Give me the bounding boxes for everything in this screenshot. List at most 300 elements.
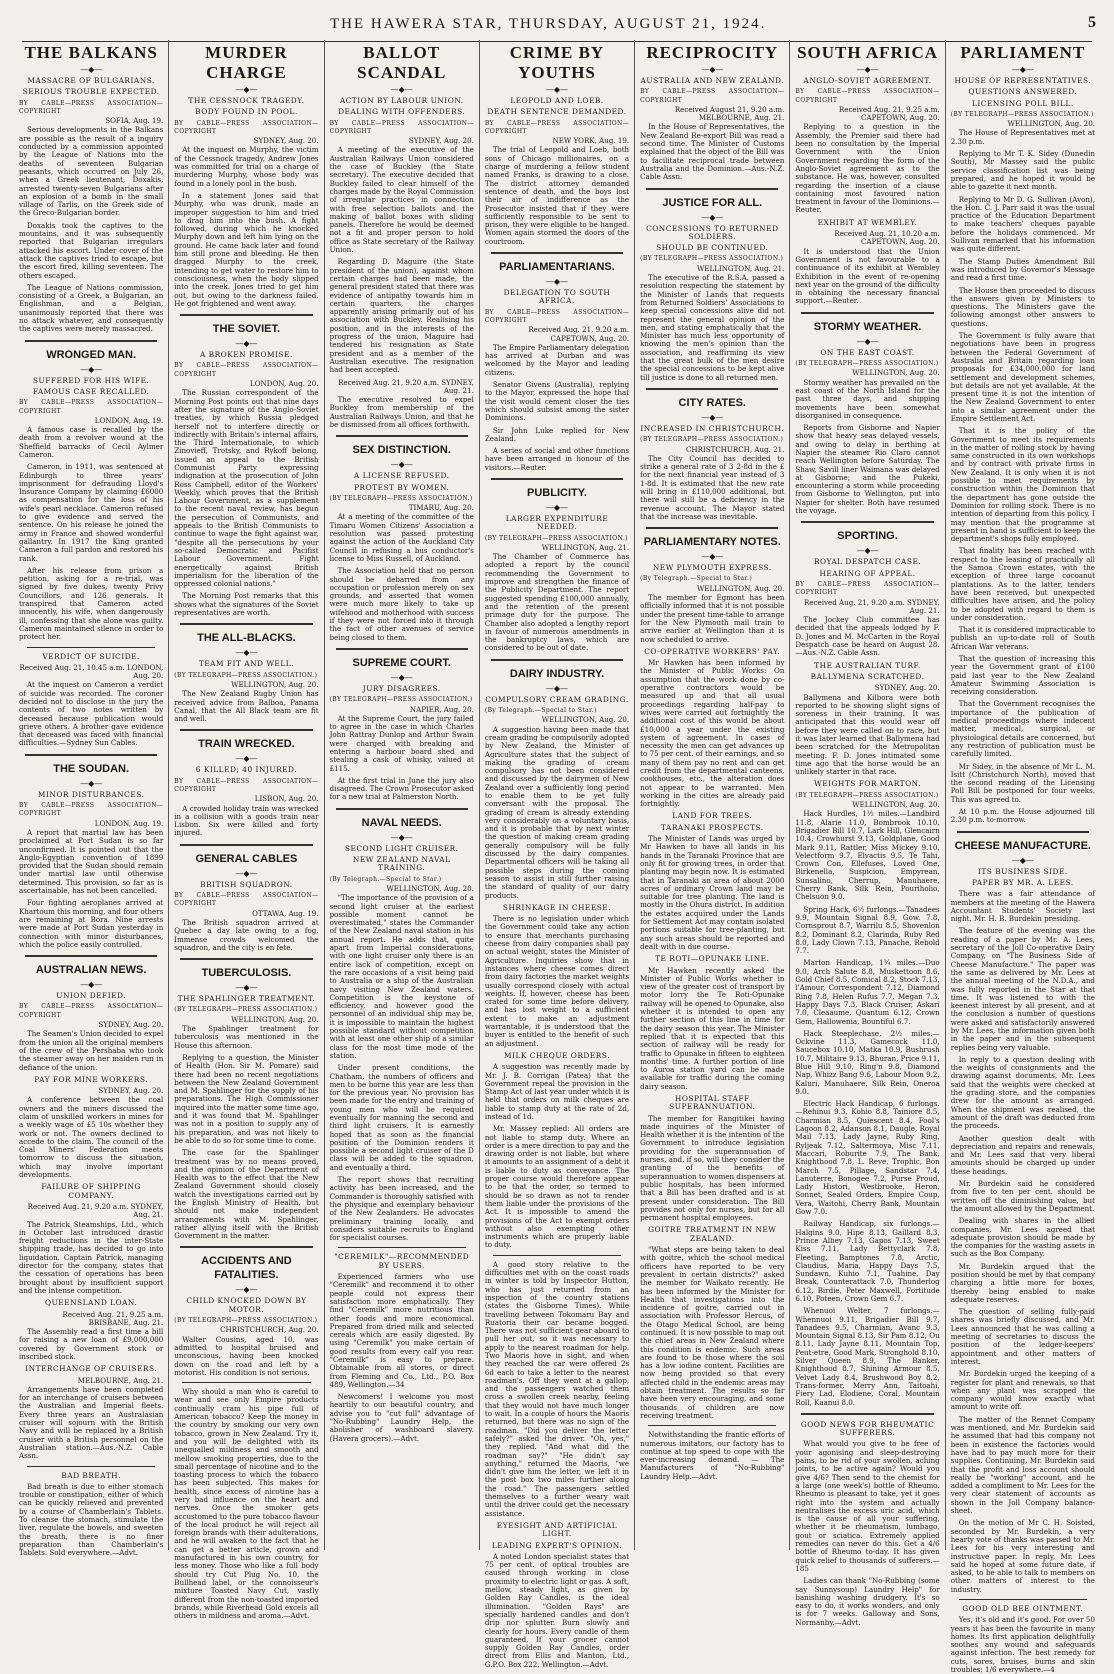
subhead: TUBERCULOSIS.	[201, 967, 292, 980]
paragraph: Mr. Massey replied: All orders are not liable to stamp duty. Where an order is a mere direction to pay and the drawing order is not liable, but where it amounts to an assignment of a debt it is liable to duty as conveyance. The proper course would therefore appear to be that the order, so termed to should be so drawn as not to render them liable under the provisions of the Act. It is impossible to amend the provisions of the Act to exempt orders without also exempting other instruments which are properly liable to duty.	[484, 1124, 630, 1250]
column-divider	[491, 478, 623, 480]
ornament-icon: —◆—	[545, 683, 569, 693]
ornament-icon: —◆—	[80, 980, 103, 990]
paragraph: Mr Hawken has been informed by the Minister of Public Works: On assumption that the work done by co-operative contractors would be measured up and that all usual proceedings regarding half-pay to wives were carried out fortnightly the additional cost of this would be about £10,000 a year under the existing system of agreement. In cases of necessity the men can get advances up to 75 per cent. of their earnings, and so many of them pay no rent and can get credit from the departmental canteens, cookhouses, etc., the alteration does not appear to be warranted. Men working in the cities are already paid fortnightly.	[640, 658, 785, 809]
source-line: (BY TELEGRAPH—PRESS ASSOCIATION.)	[329, 494, 473, 502]
ornament-icon: —◆—	[235, 648, 258, 658]
paragraph: Replying to Mr D. G. Sullivan (Avon), the Hon. C. J. Parr said it was the usual practice of the Education Department to make teachers' cheques payable before the holidays commenced. Mr Sullivan remarked that his information was quite different.	[950, 194, 1095, 254]
paragraph: The Seamen's Union decided to expel from the union all the original members of the crew of the Pershaba who took the steamer away on her maiden run in defiance of the union.	[19, 1029, 164, 1072]
deck: MINOR DISTURBANCES.	[37, 789, 145, 799]
newspaper-title: THE HAWERA STAR, THURSDAY, AUGUST 21, 1924.	[330, 16, 767, 32]
ornament-icon: —◆—	[701, 412, 724, 422]
paragraph: The member for Egmont has been officially informed that it is not possible under the present time-table to arrange for the New Plymouth mail train to arrive earlier at Wellington than it is now scheduled to arrive.	[640, 593, 785, 644]
subhead: SUPREME COURT.	[352, 656, 451, 669]
paragraph: At 10 p.m. the House adjourned till 2.30 p.m. to-morrow.	[950, 807, 1095, 825]
paragraph: At the Supreme Court, the jury failed to agree in the case in which Charles John Rattray Dunlop and Arthur Swain were charged with breaking and entering a harbour board shed and stealing a cask of whisky, valued at £115.	[329, 713, 474, 773]
dateline: NAPIER, Aug. 20.	[409, 704, 474, 714]
paragraph: The matter of the Rennet Company was mentioned, and Mr. Burdekin said he assumed that had this company not been in existence the factories would have had to pay much more for their supplies. Continuing, Mr. Burdekin said that the profit and loss account should really be "working" account, and he added a compliment to Mr. Lees for the very clear statement of accounts as shown in the Joll Company balance-sheet.	[950, 1414, 1095, 1516]
ornament-icon: —◆—	[545, 277, 569, 287]
deck: PAY FOR MINE WORKERS.	[34, 1074, 148, 1084]
paragraph: The Spahlinger treatment for tuberculosis was mentioned in the House this afternoon.	[174, 1024, 319, 1050]
paragraph: The Assembly read a first time a bill for raising a new loan of £9,000,000 covered by Government stock or inscribed stock.	[19, 1327, 164, 1361]
column-divider	[338, 1247, 466, 1248]
paragraph: After his release from prison a petition, asking for a re-trial, was signed by five dukes, twenty Privy Councillors, and 126 generals. It transpired that Cameron acted innocently, his wife, when dangerously ill, confessing that she alone was guilty. Cameron maintained silence in order to protect her.	[19, 565, 164, 642]
column-divider	[180, 623, 312, 625]
paragraph: In reply to a question dealing with the weights of consignments and the drawing against documents, Mr. Lees said that the weights were checked at the grading store, and the companies drew for the amount as arranged. When the shipment was realised, the amount of the draft was deducted from the proceeds.	[950, 1054, 1095, 1131]
ornament-icon: —◆—	[235, 1285, 258, 1295]
deck: CHILD KNOCKED DOWN BY MOTOR.	[186, 1296, 307, 1314]
deck: LEADING EXPERT'S OPINION.	[491, 1540, 623, 1550]
paragraph: A good story relative to the difficulties met with on the coast roads in winter is told by Inspector Hutton, who has just returned from an inspection of the country stations (states the Gisborne Times). While travelling between Tokomaru Bay and Ruatoria their car became bogged. There was not sufficient gear aboard to pull her out, so it was necessary to apply to the nearest roadman for help. Two Maoris hove in sight, and when they reached the car were offered 2s 6d each to take a letter to the nearest roadman's. Off they went at a gallop, and the passengers watched them cross a swollen creek nearby, feeling that they would not have much longer to wait. In a couple of hours the Maoris returned, but there was no sign of the roadman. "Did you deliver the letter safely?" asked the driver. "Oh, yes," they replied. "And what did the roadman say?" "He didn't say anything," returned the Maoris, "we didn't give him the letter, we left it in the post box two miles further along the road." The passengers settled themselves to a further weary wait until the driver could get the necessary assistance.	[484, 1259, 630, 1518]
paragraph: Another question dealt with depreciation and repairs and renewals, and Mr. Lees said that very liberal amounts should be charged up under these headings.	[950, 1133, 1095, 1176]
source-line: (By Telegraph.—Special to Star.)	[484, 707, 597, 715]
deck: INTERCHANGE OF CRUISERS.	[25, 1364, 158, 1374]
paragraph: At the inquest on Cameron a verdict of suicide was recorded. The coroner decided not to disclose in the jury the contents of two notes written by deceased because publication would grieve others. A brother gave evidence that deceased was faced with financial difficulties.—Sydney Sun Cables.	[19, 680, 164, 748]
deck: SUFFERED FOR HIS WIFE.	[32, 375, 150, 385]
paragraph: At a meeting of the committee of the Timaru Women Citizens' Association a resolution was passed protesting against the action of the Auckland City Council in refusing a bus conductor's license to Miss Russell, of Auckland.	[329, 512, 474, 563]
headline: CRIME BY YOUTHS	[509, 43, 605, 82]
deck: BALLYMENA SCRATCHED.	[810, 671, 925, 681]
ornament-icon: —◆—	[390, 85, 413, 94]
subhead: PARLIAMENTARY NOTES.	[643, 536, 781, 549]
source-line: BY CABLE—PRESS ASSOCIATION—COPYRIGHT	[484, 119, 630, 135]
dateline: WELLINGTON, Aug. 21.	[697, 263, 785, 273]
deck: JURY DISAGREES.	[362, 683, 441, 693]
dateline: WELLINGTON, Aug. 20.	[852, 800, 940, 810]
headline: PARLIAMENT	[960, 43, 1086, 62]
paragraph: The Association held that no person should be debarred from any occupation or profession merely on sex grounds, and asserted that women were much more likely to take up wifehood and motherhood with success if they were not forced into it through the fact of other avenues of service being closed to them.	[329, 566, 474, 642]
paragraph: Railway Handicap, six furlongs.—Halgins 9.0, Hipe 8.13, Gaillard 8.3, Prince Albey 7.13, Gapos 7.13, Sweet Kiss 7.11, Lady Bettyclark 7.8, Fleeting, Bamptones 7.8, Arctic, Claudius, Maria, Happy Days 7.5, Sundawn, Kuhio 7.1, Tuahine, Day Break, Counterattack 7.0, Thunderlog 6.12, Birdie, Peter Maxwell, Fortitude 6.10, Poteen, Crown Gem 6.7.	[795, 1219, 940, 1303]
subhead: THE SOUDAN.	[53, 762, 130, 775]
source-line: BY CABLE—PRESS ASSOCIATION—COPYRIGHT	[174, 119, 319, 135]
deck: TE ROTI—OPUNAKE LINE.	[655, 954, 770, 964]
paragraph: The Minister of Lands was urged by Mr Hawken to have all lands in his hands in the Taranaki Province that are only fit for growing trees, in order that planting may begin now. It is estimated that in Taranaki an area of about 2000 acres of ordinary Crown land may be suitable for tree planting. The land is mostly in the Ohura district. In addition the estates acquired under the Lands for Settlement Act may contain isolated portions suitable for tree-planting, but any such areas should be reported and dealt with in due course.	[640, 834, 785, 951]
paragraph: Why should a man who is careful to wear and see only Empire products continually cram his pipe full of American tobacco? Keep the money in the country by smoking our very own tobacco, grown in New Zealand. Try it, and you will be delighted with its unequalled mildness and smooth and mellow smoking properties, due to the small percentage of nicotine and to the toasting process to which the tobacco has been subjected. This makes for health, since excess of nicotine has a very bad influence on the heart and nerves. Once the smoker gets accustomed to the pure tobacco flavour of the local product he will reject all foreign brands with their adulterations, and he will awaken to the fact that he can get a better article, grown and manufactured in his own country, for less money. Those who like a full body should try Cut Plug No. 10, the Bullhead label, or the connoisseur's mixture Toasted Navy Cut, vastly different from the non-toasted imported brands, while Riverhead Gold excels all others in mildness and aroma.—Advt.	[174, 1387, 319, 1621]
ornament-icon: —◆—	[701, 552, 724, 562]
ornament-icon: —◆—	[80, 778, 103, 788]
source-line: (BY TELEGRAPH—PRESS ASSOCIATION.)	[950, 110, 1094, 118]
column-divider	[336, 648, 468, 650]
column-divider	[25, 955, 157, 957]
column-divider	[27, 647, 155, 648]
column-divider	[646, 188, 778, 190]
subhead: PUBLICITY.	[527, 486, 587, 499]
dateline: Received Aug. 21, 9.20 a.m. CAPETOWN, Aug. 20.	[528, 325, 630, 343]
column-divider	[646, 527, 778, 529]
dateline: WELLINGTON, Aug. 20.	[541, 715, 630, 725]
paragraph: The member for Rangitikei having made inquiries of the Minister of Health whether it is the intention of the Government to introduce legislation providing for the superannuation of nurses, and, if so, will they consider the granting of the benefits of superannuation to women dispensers at public hospitals, has been informed that a Bill has been drafted and is at present under consideration. The Bill provides not only for nurses, but for all permanent hospital employees.	[640, 1113, 785, 1223]
paragraph: A conference between the coal owners and the miners discussed the claim of unskilled workers in mines for a weekly wage of £5 10s whether they work or not. The owners declined to accede to the claim. The council of the Coal Miners' Federation meets tomorrow to discuss the situation, which may involve important developments.	[19, 1095, 164, 1180]
dateline: Received Aug. 21, 9.25 a.m. BRISBANE, Aug. 21.	[62, 1309, 164, 1327]
paragraph: Serious developments in the Balkans are possible as the result of a inquiry conducted by a commission appointed by the League of Nations into the deaths of seventeen Bulgarian peasants, which occurred on July 26, when a Greek lieutenant, Doxakis, arrested twenty-seven Bulgarians after an explosion of a bomb in the small village of Tarlis, on the Greek side of the Greco-Bulgarian border.	[19, 125, 164, 218]
paragraph: The Government is fully aware that negotiations have been in progress between the Federal Government of Australia and Britain regarding loan proposals for £34,000,000 for land settlement and development schemes, but details are not yet available. At the present time it is not the intention of the New Zealand Government to enter into a similar agreement under the Empire Settlement Act.	[950, 331, 1095, 423]
dateline: LONDON, Aug. 20.	[250, 379, 319, 389]
paragraph: The League of Nations commission, consisting of a Greek, a Bulgarian, an Englishman, and a Belgian, unanimously reported that there was no attack whatever, and consequently the captives were merely massacred.	[19, 282, 164, 334]
ornament-icon: —◆—	[80, 65, 103, 74]
dateline: Received Aug. 21, 10.20 a.m. CAPETOWN, Aug. 20.	[834, 229, 940, 247]
paragraph: Spring Hack, 6½ furlongs.—Tanadees 9.9, Mountain Signal 8.9, Gow. 7.8, Cornsprout 8.7, Warrilu 8.5, Shovenlon 8.2, Dominant 8.2, Clarinda, Ruby Red 8.0, Lady Clown 7.13, Panache, Rebold 7.7.	[795, 904, 940, 956]
subhead: GENERAL CABLES	[195, 852, 298, 865]
ornament-icon: —◆—	[235, 339, 258, 349]
paragraph: A famous case is recalled by the death from a revolver wound at the Sheffield barracks of Cecil Aylmer Cameron.	[19, 425, 164, 459]
paragraph: The feature of the evening was the reading of a paper by Mr. A. Lees, secretary of the Joll Co-operative Dairy Company, on "The Business Side of Cheese Manufacture." The paper was the same as delivered by Mr. Lees at the annual meeting of the N.D.A., and was fully reported in the Star at that time. It was listened to with the keenest interest by all present, and at the conclusion a number of questions were asked and satisfactorily answered by Mr. Lees, the information given both in the paper and in the subsequent replies being very valuable.	[950, 926, 1095, 1052]
source-line: (BY TELEGRAPH—PRESS ASSOCIATION.)	[795, 360, 939, 368]
column-divider	[491, 659, 623, 661]
paragraph: That the Government recognises the importance of the publication of medical proceedings where indecent matter, medical, surgical, or physiological details are concerned, but any restriction of publication must be carefully limited.	[950, 699, 1095, 759]
ornament-icon: —◆—	[545, 502, 569, 512]
deck: "CEREMILK"—RECOMMENDED BY USERS.	[334, 1252, 470, 1270]
paragraph: Replying to a question, the Minister of Health (Hon. Sir M. Pomare) said there had been no recent negotiations between the New Zealand Government and M. Spahlinger for the supply of his preparations. The High Commissioner inquired into the matter some time ago, and it was found that M. Spahlinger was not in a position to supply any of his preparation, and was not likely to be able to do so for some time to come.	[174, 1052, 319, 1145]
deck: FAMOUS CASE RECALLED.	[32, 386, 150, 396]
paragraph: "The importance of the provision of a second light cruiser at the earliest possible moment cannot be overestimated," states the Commander of the New Zealand naval station in his annual report. He adds that, quite apart from Imperial considerations, with one light cruiser only there is an entire lack of competition, except on the rare occasions of a visit being paid to Australia or a ship of the Australian navy visiting New Zealand waters. Competition is the keystone of efficiency, and however good the personnel of an individual ship may be, it is impossible to maintain the highest possible standard without competition with at least one other ship of a similar class for the most time mode of the station.	[329, 893, 474, 1060]
subhead: THE ALL-BLACKS.	[197, 632, 296, 645]
ornament-icon: —◆—	[235, 983, 258, 993]
source-line: (By Telegraph.—Special to Star.)	[329, 875, 442, 883]
paragraph: That the question of increasing this year the Government grant of £100 paid last year to the New Zealand Amateur Swimming Association is receiving consideration.	[950, 654, 1095, 697]
source-line: (BY TELEGRAPH—PRESS ASSOCIATION.)	[640, 436, 784, 444]
column-4	[480, 40, 635, 1669]
dateline: NEW YORK, Aug. 19.	[552, 136, 630, 146]
paragraph: The City Council has decided to strike a general rate of 3 2-8d in the £ for the next financial year instead of 3 1-8d. It is estimated that the new rate will bring in £110,000 additional, but there will still be a deficiency in the revenue account. The Mayor stated that the increase was inevitable.	[640, 453, 785, 521]
dateline: OTTAWA, Aug. 19.	[252, 908, 319, 918]
paragraph: Marton Handicap, 1¼ miles.—Duo 9.0, Arch Salute 8.8, Muskettoon 8.6, Gold Chief 8.5, Comical 8.2, Stock 7.13, l'Amour, Correspondent 7.12, Diamond Ring 7.8, Helen Rufus 7.7, Megan 7.3, Happy Days 7.3, Black Cruiser, Askari 7.0, Cleaaume, Quantum 6.12, Crown Gem, Hallowenia, Bountiful 6.7.	[795, 958, 940, 1026]
deck: BRITISH SQUADRON.	[200, 879, 293, 889]
deck: ACTION BY LABOUR UNION.	[339, 96, 464, 105]
deck: SECOND LIGHT CRUISER.	[344, 843, 459, 853]
deck: SHOULD BE CONTINUED.	[656, 243, 769, 253]
subhead: SEX DISTINCTION.	[352, 444, 451, 457]
column-divider	[180, 314, 312, 316]
source-line: (BY TELEGRAPH—PRESS ASSOCIATION.)	[174, 671, 318, 679]
subhead: CHEESE MANUFACTURE.	[954, 839, 1091, 852]
paragraph: The executive resolved to expel Buckley from membership of the Australian Railways Union, and that he be dismissed from all offices forthwith.	[329, 395, 474, 429]
paragraph: Replying to Mr T. K. Sidey (Dunedin South), Mr Massey said the public service classification list was being prepared, and he hoped it would be able to gazette it next month.	[950, 149, 1095, 192]
dateline: WELLINGTON, Aug. 20.	[386, 883, 474, 893]
dateline: LONDON, Aug. 19.	[94, 415, 164, 425]
source-line: BY CABLE—PRESS ASSOCIATION—COPYRIGHT	[19, 99, 164, 115]
source-line: BY CABLE—PRESS ASSOCIATION—COPYRIGHT	[484, 308, 630, 324]
paragraph: The Jockey Club committee has decided that the appeals lodged by F. D. Jones and M. McCarten in the Royal Despatch case be heard on August 28.—Aus.-N.Z. Cable Assn.	[795, 615, 940, 658]
source-line: BY CABLE—PRESS ASSOCIATION—COPYRIGHT	[795, 580, 940, 597]
deck: AUSTRALIA AND NEW ZEALAND.	[640, 76, 784, 85]
source-line: BY CABLE—PRESS ASSOCIATION—COPYRIGHT	[640, 88, 785, 104]
paragraph: Yes, it's old and it's good. For over 50 years it has been the favourite in many homes. Its first application delightfully soothes any wound and safeguards against infection. The best remedy for cuts, sores, bruises, burns and skin troubles; 1/6 everywhere.—4	[950, 1615, 1095, 1674]
paragraph: "What steps are being taken to deal with goitre, which the school medical officers have reported to be very prevalent in certain districts?" asked the member for Waikato recently. He has been informed by the Minister for Health that investigations into the incidence of goitre, carried out in association with Professor Hercus, of the Otago Medical School, are being continued. It is now possible to map out the chief areas in New Zealand where this condition is endemic. Such areas are found to be those where the soil has a low iodine content. Facilities are now being provided so that every affected child in the endemic areas may obtain treatment. The results so far have been very encouraging, and some thousands of children are now receiving treatment.	[640, 1245, 785, 1420]
paragraph: Notwithstanding the frantic efforts of numerous imitators, our factory has to continue at top speed to cope with the ever-increasing demand. — The Manufacturers of "No-Rubbing" Laundry Help.—Advt.	[640, 1430, 785, 1481]
dateline: Received Aug. 21, 9.20 a.m. SYDNEY, Aug. 21.	[804, 597, 940, 615]
deck: GOOD NEWS FOR RHEUMATIC SUFFERERS.	[800, 1419, 935, 1438]
dateline: CHRISTCHURCH, Aug. 20.	[220, 1325, 319, 1335]
source-line: (BY TELEGRAPH—PRESS ASSOCIATION.)	[174, 1006, 318, 1014]
subhead: WRONGED MAN.	[46, 348, 137, 361]
column-divider	[25, 340, 157, 342]
subhead: STORMY WEATHER.	[813, 320, 922, 333]
paragraph: Dealing with shares in the allied companies, Mr. Lees agreed that adequate provision should be made by the companies for the wasting assets in such as the Box Company.	[950, 1216, 1095, 1259]
paragraph: Mr. Burdekin urged the keeping of a register for plant and renewals, so that when any plant was scrapped the company would know exactly what amount to write off.	[950, 1369, 1095, 1412]
source-line: (BY TELEGRAPH—PRESS ASSOCIATION.)	[640, 255, 784, 263]
paragraph: Experienced farmers who use "Ceremilk" and recommend it to other people could not express their satisfaction more emphatically. They find "Ceremilk" more nutritious than other foods and more economical. Prepared from dried milk and selected cereals which are easily digested. By using "Ceremilk" you make certain of good results from every calf you rear. "Ceremilk" is easy to prepare. Obtainable from all stores, or direct from Fleming and Co., Ltd., P.O. Box 489, Wellington.—34	[329, 1272, 474, 1389]
paragraph: The Russian correspondent of the Morning Post points out that nine days after the signature of the Anglo-Soviet treaties, by which Russia pledged herself not to interfere directly or indirectly with Britain's internal affairs, the Third Internationale, to which Zinovieff, Trotsky, and Rykoff belong, issued an appeal to the British Communist Party expressing indignation at the prosecution of John Ross Campbell, editor of the Workers' Weekly, which proves that the British Labour Government, as a supplement to the recent naval review, has begun the persecution of Communists, and appeals to the British Communists to continue to wage the fight against war, "despite all the persecutions by your so-called Democratic and Pacifist Labour Government. Fight energetically against British imperialism for the liberation of the oppressed colonial nations."	[174, 388, 319, 589]
source-line: (BY TELEGRAPH—PRESS ASSOCIATION.)	[795, 791, 939, 799]
deck: GOOD OLD BEE OINTMENT.	[962, 1603, 1084, 1613]
paragraph: It is understood that the Union Government is not favourable to a continuance of its exhibit at Wembley Exhibition in the event of re-opening next year on the ground of the difficulty in obtaining the necessary financial support.—Reuter.	[795, 246, 940, 306]
dateline: SYDNEY, Aug. 20.	[253, 136, 319, 146]
source-line: BY CABLE—PRESS ASSOCIATION—COPYRIGHT	[174, 892, 319, 908]
source-line: (BY TELEGRAPH—PRESS ASSOCIATION.)	[329, 696, 473, 704]
deck: UNION DEFIED.	[56, 991, 127, 1001]
subhead: TRAIN WRECKED.	[198, 738, 295, 751]
news-columns	[14, 40, 1100, 1674]
column-divider	[493, 1255, 621, 1256]
column-divider	[336, 808, 468, 810]
deck: A LICENSE REFUSED.	[353, 471, 450, 481]
paragraph: Whenuoi Welter, 7 furlongs.—Whennuoi 9.11, Brigadier Bill 9.7, Tanadees 9.5, Charmian, Avanc 9.3, Mountain Signal 8.13, Sir Pam 8.12, Ou 8.11, Lady Jayne 8.11, Mountain Top, Peut-etre, Good Mark, Stronghold 8.10, Silver Queen 8.9, The Banker, Knighthood 8.7, Shining Armour 8.5, Velvet Lady 8.4, Brushwood Boy 8.2, Trans-former, Merry Ann, Taitoahi, Fiery Lad, Elodiene, Coral, Mountain Roll, Kaanui 8.0.	[795, 1306, 940, 1407]
paragraph: On the motion of Mr C. H. Soisted, seconded by Mr. Burdekin, a very hearty vote of thanks was passed to Mr. Lees for his very interesting and instructive paper. In reply, Mr. Lees said he hoped at some future date, if asked, to be able to talk to members on other matters of interest to the industry.	[950, 1518, 1095, 1594]
deck: EYESIGHT AND ARTIFICIAL LIGHT.	[496, 1520, 618, 1539]
column-1	[14, 40, 169, 1558]
column-6	[790, 40, 945, 1627]
deck: GOITRE TREATMENT IN NEW ZEALAND.	[648, 1225, 777, 1243]
paragraph: The Empire Parliamentary delegation has arrived at Durban and was welcomed by the Mayor and leading citizens.	[484, 342, 630, 377]
column-divider	[27, 1466, 155, 1467]
deck: NEW ZEALAND NAVAL TRAINING.	[352, 855, 451, 873]
source-line: BY CABLE—PRESS ASSOCIATION—COPYRIGHT	[19, 399, 164, 415]
deck: VERDICT OF SUICIDE.	[42, 651, 140, 661]
column-divider	[801, 312, 933, 314]
dateline: WELLINGTON, Aug. 21.	[541, 542, 630, 552]
column-7	[946, 40, 1100, 1674]
paragraph: Bad breath is due to either stomach trouble or constipation, either of which can be quickly relieved and prevented by a course of Chamberlain's Tablets. To cleanse the stomach, stimulate the liver, regulate the bowels, and sweeten the breath, there is no finer preparation than Chamberlain's Tablets. Sold everywhere.—Advt.	[19, 1481, 164, 1558]
column-divider	[182, 1382, 310, 1383]
dateline: LONDON, Aug. 19.	[94, 818, 164, 828]
ornament-icon: —◆—	[856, 546, 879, 556]
deck: HOSPITAL STAFF SUPERANNUATION.	[669, 1093, 756, 1112]
paragraph: A meeting of the executive of the Australian Railways Union considered the case of Buckley (the State secretary). The executive decided that Buckley failed to clear himself of the charges made by the Royal Commission of irregular practices in connection with free selection ballots and the making of ballot boxes with sliding panels. Therefore he would be deemed not a fit and proper person to hold office as State secretary of the Railway Union.	[329, 145, 474, 255]
ornament-icon: —◆—	[390, 460, 413, 470]
paragraph: In the House of Representatives, the New Zealand Re-export Bill was read a second time. The Minister of Customs explained that the object of the Bill was to facilitate reciprocal trade between Australia and the Dominion.—Aus.-N.Z. Cable Assn.	[640, 122, 785, 182]
deck: MILK CHEQUE ORDERS.	[504, 1050, 610, 1060]
dateline: TIMARU, Aug. 20.	[408, 503, 474, 513]
paragraph: Walter Cousins, aged 10, was admitted to hospital bruised and unconscious, having been knocked down on the road and left by a motorist. His condition is not serious.	[174, 1334, 319, 1377]
column-divider	[491, 252, 623, 254]
subhead: ACCIDENTS AND FATALITIES.	[201, 1255, 292, 1282]
deck: DEALING WITH OFFENDERS.	[338, 107, 466, 117]
column-divider	[648, 1425, 776, 1426]
paragraph: Arrangements have been completed for an interchange of cruisers between the Australian and Imperial fleets. Every three years an Australasian cruiser will sojourn with the British Navy and will be replaced by a British cruiser with a British personnel on the Australian station.—Aus.-N.Z. Cable Assn.	[19, 1384, 164, 1461]
dateline: WELLINGTON, Aug. 20.	[1007, 119, 1095, 129]
column-divider	[180, 729, 312, 731]
paragraph: A suggestion having been made that cream grading be compulsorily adopted by New Zealand, the Minister of Agriculture states that the subject of making the grading of cream compulsory has not been considered and discussed by the dairymen of New Zealand over a sufficiently long period to enable them to be yet fully conversant with the proposal. The grading of cream is already extending very considerably on a voluntary basis, and it is probable that by next winter the question of making cream grading generally compulsory will be fully discussed by the dairy companies. Departmental officers will be taking all possible steps during the coming season to assist in still further raising the standard of quality of our dairy products.	[484, 724, 630, 900]
column-divider	[25, 754, 157, 756]
ornament-icon: —◆—	[390, 832, 413, 842]
ornament-icon: —◆—	[856, 65, 879, 74]
headline: SOUTH AFRICA	[797, 43, 939, 62]
masthead	[0, 0, 1114, 40]
headline: RECIPROCITY	[646, 43, 779, 62]
ornament-icon: —◆—	[701, 212, 724, 222]
paragraph: The Chamber of Commerce has adopted a report by the council recommending the Government to improve and strengthen the finance of the Publicity Department. The report suggested spending £100,000 annually, and the retention of the present primage duty for the purpose. The Chamber also adopted a lengthy report in favour of numerous amendments in the bankruptcy laws, which are considered to be out of date.	[484, 552, 630, 653]
dateline: SYDNEY, Aug. 20.	[98, 1020, 164, 1030]
deck: ROYAL DESPATCH CASE.	[813, 557, 922, 567]
deck: QUESTIONS ANSWERED.	[968, 87, 1078, 97]
paragraph: In a statement Jones said that Murphy, who was drunk, made an improper suggestion to him and tried to drag him into the bush. A fight followed, during which he knocked Murphy down and left him lying on the ground. He came back later and found him still prone and bleeding. He then dragged Murphy to the creek, intending to get water to restore him to consciousness, when the body slipped into the creek. Jones tried to get him out, but owing to the darkness failed. He got frightened and went away.	[174, 190, 319, 308]
deck: PROTEST BY WOMEN.	[354, 482, 450, 492]
paragraph: Mr Hawken recently asked the Minister of Public Works whether in view of the greater cost of transport by motor lorry the Te Roti-Opunake railway will be opened to Opunake, also whether it is intended to open any further section of this line in time for the dairy season this year. The Minister replied that it is expected that this section of railway will be ready for traffic to Opunake in fifteen to eighteen months' time. A further portion of line to Auroa station yard can be made available for traffic during the coming dairy season.	[640, 965, 785, 1091]
ornament-icon: —◆—	[390, 672, 413, 682]
deck: 6 KILLED; 40 INJURED.	[195, 765, 298, 775]
column-2	[169, 40, 324, 1621]
dateline: MELBOURNE, Aug. 21.	[77, 1375, 164, 1385]
subhead: JUSTICE FOR ALL.	[662, 196, 763, 209]
source-line: BY CABLE—PRESS ASSOCIATION—COPYRIGHT	[19, 1003, 164, 1019]
deck: COMPULSORY CREAM GRADING.	[485, 694, 629, 704]
paragraph: There was a fair attendance of members at the meeting of the Hawera Accountant Students' Society last night, Mr. H. B. Burdekin presiding.	[950, 889, 1095, 924]
column-divider	[646, 388, 778, 390]
deck: FAILURE OF SHIPPING COMPANY.	[41, 1182, 141, 1200]
subhead: NAVAL NEEDS.	[361, 816, 442, 829]
paragraph: The executive of the R.S.A. passed a resolution respecting the statement by the Minister of Lands that requests from Returned Soldiers' Associations to keep special concessions alive did not represent the general opinion of the men, and stating emphatically that the Minister has much less opportunity of knowing the men's opinion than the association, and reaffirming its view that the great bulk of the men desire the special concessions to be kept alive till justice is done to all returned men.	[640, 273, 785, 382]
headline: BALLOT SCANDAL	[357, 43, 447, 82]
deck: HOUSE OF REPRESENTATIVES.	[954, 76, 1092, 85]
deck: A BROKEN PROMISE.	[199, 350, 293, 360]
deck: THE CESSNOCK TRAGEDY.	[188, 96, 305, 105]
column-divider	[180, 844, 312, 846]
subhead: CITY RATES.	[678, 396, 746, 409]
source-line: BY CABLE—PRESS ASSOCIATION—COPYRIGHT	[329, 119, 474, 135]
deck: INCREASED IN CHRISTCHURCH.	[640, 423, 785, 433]
paragraph: The House of Representatives met at 2.30 p.m.	[950, 128, 1095, 146]
paragraph: There is no legislation under which the Government could take any action to ensure that merchants purchasing cheese from dairy companies shall pay on actual weight, states the Minister of Agriculture. Inquiries show that in instances where cheese comes direct from dairy factories the market weights usually correspond closely with actual weights. If, however, cheese has been crated for some time before delivery, and has lost weight to a sufficient extent to make an adjustment warrantable, it is understood that the buyer is entitled to the benefit of such an adjustment.	[484, 914, 630, 1048]
subhead: THE SOVIET.	[212, 323, 281, 336]
column-divider	[336, 435, 468, 437]
ornament-icon: —◆—	[545, 85, 569, 94]
dateline: Received Aug. 21, 9.20 a.m. SYDNEY, Aug. 21.	[338, 377, 474, 395]
paragraph: Cameron, in 1911, was sentenced at Edinburgh to three years' imprisonment for defrauding Lloyd's Insurance Company by claiming £6000 as compensation for the loss of his wife's pearl necklace. Cameron refused to give evidence and served the sentence. On his release he joined the army in France and showed wonderful gallantry. In 1917 the King granted Cameron a full pardon and restored his rank.	[19, 462, 164, 563]
column-divider	[180, 1246, 312, 1248]
deck: BODY FOUND IN POOL.	[195, 107, 298, 117]
paragraph: The New Zealand Rugby Union has received advice from Balboa, Panama Canal, that the All Black team are fit and well.	[174, 689, 319, 724]
deck: SERIOUS TROUBLE EXPECTED.	[22, 87, 160, 97]
ornament-icon: —◆—	[1011, 855, 1034, 865]
paragraph: At the first trial in June the jury also disagreed. The Crown Prosecutor asked for a new trial at Palmerston North.	[329, 775, 474, 802]
deck: BAD BREATH.	[61, 1470, 121, 1480]
deck: TEAM FIT AND WELL.	[198, 659, 294, 669]
source-line: (BY TELEGRAPH—PRESS ASSOCIATION.)	[484, 534, 628, 542]
paragraph: Reports from Gisborne and Napier show that heavy seas delayed vessels, and owing to delay in berthing at Napier the steamer Rio Claro cannot reach Wellington before Saturday. The Shaw, Savill liner Waimana was delayed at Gisborne; and the Pukeki, encountering a storm while proceeding from Gisborne to Wellington, put into Napier for shelter. Both have resumed the voyage.	[795, 423, 940, 516]
deck: NEW PLYMOUTH EXPRESS.	[652, 563, 772, 573]
deck: PAPER BY MR. A. LEES.	[972, 877, 1074, 887]
deck: THE AUSTRALIAN TURF.	[814, 660, 921, 670]
paragraph: Ladies can thank "No-Rubbing (some say Sunnysoup) Laundry Help" for banishing washing drudgery. It's so easy to do, it works wonders, and only is for 7 weeks. Galloway and Sons, Normanby.—Advt.	[795, 1576, 940, 1627]
dateline: SYDNEY, Aug. 20.	[874, 683, 940, 693]
paragraph: Under present conditions, the Chatham, the numbers of officers and men to be borne this year are less than for the previous year. No provision has been made for the entry and training of young men who will be required eventually for manning the second and third light cruisers. It is earnestly hoped that as soon as the financial position of the Dominion renders it possible a second light cruiser of the D class will be added to the squadron, and eventually a third.	[329, 1063, 474, 1172]
deck: QUEENSLAND LOAN.	[45, 1298, 138, 1308]
deck: DEATH SENTENCE DEMANDED.	[487, 107, 627, 117]
paragraph: That finality has been reached with respect to the leasing of practically all the Samoa Crown estates, with the exception of three large cocoanut plantations. As to the latter, tenders have been received, but unexpected difficulties have arisen, and the policy to be adopted with regard to them is under consideration.	[950, 546, 1095, 622]
paragraph: Regarding D. Maguire (the State president of the union), against whom certain charges had been made, the general president stated that there was evidence of antipathy towards him in certain quarters, the charges apparently arising primarily out of his association with Buckley. Realising his position, and in the interests of the progress of the union, Maguire had tendered his resignation as State president and as a member of the Australian executive. The resignation had been accepted.	[329, 257, 474, 375]
deck: WEIGHTS FOR MARTON.	[814, 779, 921, 789]
paragraph: The case for the Spahlinger treatment was by no means proved, and the opinion of the Department of Health was to the effect that the New Zealand Government should closely watch the investigations carried out by the English Ministry of Health, but should not make independent arrangements with M. Spahlinger, rather allying itself with the British Government in the matter.	[174, 1148, 319, 1241]
dateline: SOFIA, Aug. 19.	[105, 116, 164, 126]
deck: CO-OPERATIVE WORKERS' PAY.	[644, 646, 781, 656]
paragraph: Four fighting aeroplanes arrived at Khartoum this morning, and four others are remaining at Bora. Nine arrests were made at Port Sudan yesterday in connection with minor disturbances, which the police easily controlled.	[19, 898, 164, 949]
dateline: WELLINGTON, Aug. 20.	[231, 679, 319, 689]
paragraph: Sir John Luke replied for New Zealand.	[484, 425, 630, 443]
deck: ANGLO-SOVIET AGREEMENT.	[803, 76, 932, 85]
deck: MASSACRE OF BULGARIANS.	[27, 76, 155, 85]
deck: THE SPAHLINGER TREATMENT.	[177, 994, 316, 1004]
dateline: LISBON, Aug. 20.	[254, 794, 319, 804]
paragraph: The British squadron arrived at Quebec a day late owing to a fog. Immense crowds welcomed the squadron, and the city is en fete.	[174, 917, 319, 952]
paragraph: A noted London specialist states that 75 per cent. of optical troubles are caused through working in close proximity to electric light or gas. A soft, mellow, steady light, as given by Golden Ray Candles, is the ideal illumination. "Golden Rays" are specially hardened candles and don't drip nor splutter. Burn slowly and clearly for hours. Every candle of them guaranteed, If your grocer cannot supply Golden Ray Candles, order direct from Ellis and Manton, Ltd., G.P.O. Box 222, Wellington.—Advt.	[484, 1551, 630, 1669]
column-5	[635, 40, 790, 1550]
source-line: (By Telegraph.—Special to Star.)	[640, 575, 753, 583]
paragraph: Hack Steeplechase, 2½ miles.—Ockvine 11.3, Gamecock 11.0, Saucebox 10.10, Matka 10.9, Bushrush 10.7, Militaire 9.13, Bhuran, Price 9.11, Blue Hill 9.10, Ring'n 9.8, Diamond Nap, Whizz Bang 9.6, Labour Moon 9.2, Kaluri, Manuhaere, Silk Rein, Oneroa 9.0.	[795, 1028, 940, 1096]
deck: DELEGATION TO SOUTH AFRICA.	[503, 288, 611, 306]
column-3	[325, 40, 480, 1550]
paragraph: The trial of Leopold and Loeb, both sons of Chicago millionaires, on a charge of murdering a fellow student named Franks, is drawing to a close. The district attorney demanded sentence of death, and the boys lost their air of indifference as the Prosecutor insisted that if they were sufficiently responsible to be sent to prison, they were eligible to be hanged. Women again stormed the doors of the courtroom.	[484, 145, 630, 246]
deck: EXHIBIT AT WEMBLEY.	[817, 217, 918, 227]
paragraph: Senator Givens (Australia), replying to the Mayor, expressed the hope that the visit would cement closer the ties which should subsist among the sister Dominions.	[484, 380, 630, 423]
paragraph: The House then proceeded to discuss the answers given by Ministers to questions. The Ministers gave the following amongst other answers to questions.	[950, 285, 1095, 328]
paragraph: Mr. Burdekin argued that the position should be met by that company charging a little more for boxes, thereby being enabled to make adequate reserves.	[950, 1261, 1095, 1304]
paragraph: What would you give to be free of your agonising and sleep-destroying pains, to be rid of your swollen, aching joints, to be active again? Would you give 4/6? Then send to the chemist for a large (one week's) bottle of Rheumo. Rheumo is pleasant to take, yet it goes right into the system and actually neutralises the excess uric acid, which is the cause of all your suffering, whether it be rheumatism, lumbago, gout or sciatica. Extremely applied remedies can never do this. Get a 4/6 bottle of Rheumo to-day. It has given quick relief to thousands of sufferers.—185	[795, 1439, 940, 1573]
deck: LICENSING POLL BILL.	[971, 98, 1074, 108]
column-divider	[180, 958, 312, 960]
ornament-icon: —◆—	[1011, 65, 1034, 74]
paragraph: Mr Sidey, in the absence of Mr L. M. Isitt (Christchurch North), moved that the second reading of the Licensing Poll Bill be postponed for four weeks. This was agreed to.	[950, 761, 1095, 804]
headline: MURDER CHARGE	[205, 43, 288, 82]
paragraph: A suggestion was recently made by Mr. J. B. Corrigan (Patea) that the Government repeal the provision in the Stamp Act of last year under which it is held that orders on milk cheques are liable to stamp duty at the rate of 2d, instead of 1d.	[484, 1062, 630, 1121]
ornament-icon: —◆—	[235, 868, 258, 878]
ornament-icon: —◆—	[856, 336, 879, 346]
dateline: WELLINGTON, Aug. 20.	[231, 1014, 319, 1024]
paragraph: A crowded holiday train was wrecked in a collision with a goods train near Lisbon. Six were killed and forty injured.	[174, 803, 319, 838]
paragraph: Doxakis took the captives to the mountains, and it was subsequently reported that Bulgarian irregulars attacked his escort. Under cover of the attack the captives tried to escape, but the escort fired, killing seventeen. The others escaped.	[19, 220, 164, 280]
deck: LARGER EXPENDITURE NEEDED.	[505, 513, 609, 532]
paragraph: Stormy weather has prevailed on the east coast of the North Island for the past three days, and shipping movements have been somewhat disorganised in consequence.	[795, 377, 940, 420]
paragraph: At the inquest on Murphy, the victim of the Cessnock tragedy, Andrew Jones was committed for trial on a charge of murdering Murphy, whose body was found in a lonely pool in the bush.	[174, 145, 319, 188]
paragraph: A report that martial law has been proclaimed at Port Sudan is so far unconfirmed. It is pointed out that the Anglo-Egyptian convention of 1899 provided that the Sudan should remain under martial law until otherwise determined. This provision, so far as is ascertainable, has not been cancelled.	[19, 827, 164, 896]
paragraph: The Morning Post remarks that this shows what the signatures of the Soviet representatives are worth.	[174, 591, 319, 618]
deck: ON THE EAST COAST.	[820, 347, 915, 357]
paragraph: The Stamp Duties Amendment Bill was introduced by Governor's Message and read a first time.	[950, 256, 1095, 283]
dateline: Received Aug. 21, 9.25 a.m. CAPETOWN, Aug. 20.	[838, 104, 940, 123]
dateline: Received Aug. 21, 9.20 a.m. SYDNEY, Aug. 21.	[27, 1201, 164, 1220]
dateline: WELLINGTON, Aug. 20.	[697, 583, 785, 593]
source-line: (BY TELEGRAPH—PRESS ASSOCIATION.)	[174, 1317, 318, 1325]
deck: CONCESSIONS TO RETURNED SOLDIERS.	[646, 223, 779, 241]
paragraph: The question of selling fully-paid shares was briefly discussed, and Mr. Lees announced that he was calling a meeting of secretaries to discuss the position of the ledger-keepers' appointment and other matters of interest.	[950, 1307, 1095, 1366]
paragraph: That it is the policy of the Government to meet its requirements in the matter of rolling stock by having same constructed in its own workshops and by contract with private firms in New Zealand. It is only when it is not possible to meet requirements by construction within the Dominion that the department has gone outside the Dominion for rolling stock. There is no intention of departing from this policy. I may mention that the programme at present in hand is sufficient to keep the department's shops fully employed.	[950, 426, 1095, 544]
ornament-icon: —◆—	[701, 65, 724, 74]
dateline: SYDNEY, Aug. 20.	[408, 136, 474, 146]
paragraph: The Patrick Steamships, Ltd., which in October last introduced drastic freight reductions in the inter-State shipping trade, has decided to go into liquidation. Captain Patrick, managing director for the company, states that the cessation of operations has been brought about by insufficient support and the intense competition.	[19, 1219, 164, 1295]
source-line: BY CABLE—PRESS ASSOCIATION—COPYRIGHT	[174, 362, 319, 378]
dateline: Received Aug. 21, 10.45 a.m. LONDON, Aug. 20.	[19, 662, 164, 681]
deck: HEARING OF APPEAL.	[819, 568, 916, 578]
ornament-icon: —◆—	[235, 754, 258, 764]
column-divider	[959, 1599, 1087, 1600]
dateline: CHRISTCHURCH, Aug. 21.	[685, 444, 785, 454]
deck: LAND FOR TREES.	[672, 811, 753, 821]
dateline: SYDNEY, Aug. 20.	[98, 1086, 164, 1096]
headline: THE BALKANS	[24, 43, 158, 62]
source-line: BY CABLE—PRESS ASSOCIATION—COPYRIGHT	[795, 88, 940, 104]
deck: TARANAKI PROSPECTS.	[660, 822, 764, 832]
column-divider	[801, 521, 933, 523]
column-divider	[957, 831, 1089, 833]
